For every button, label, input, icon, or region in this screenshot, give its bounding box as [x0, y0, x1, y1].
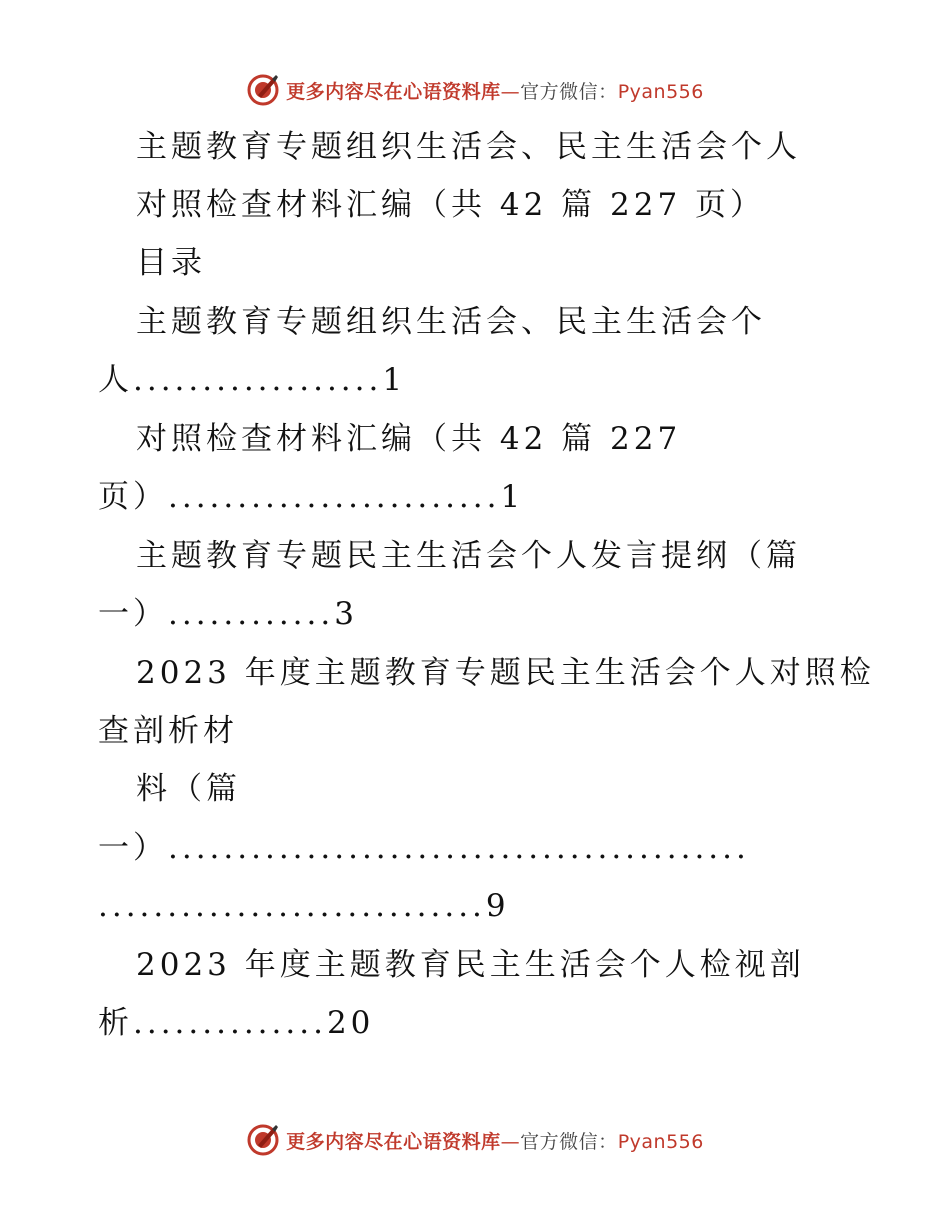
toc-line: 查剖析材: [98, 713, 238, 749]
toc-line: 一）............3: [98, 596, 358, 632]
toc-line: 析..............20: [98, 1005, 375, 1041]
banner-dash: —: [500, 80, 521, 103]
toc-line: 页）........................1: [98, 479, 525, 515]
wechat-label: 官方微信：: [520, 1130, 618, 1153]
document-title-line-1: 主题教育专题组织生活会、民主生活会个人: [136, 129, 801, 165]
site-name: 更多内容尽在心语资料库: [286, 1130, 501, 1153]
footer-banner: [0, 1120, 950, 1160]
site-name: 更多内容尽在心语资料库: [286, 80, 501, 103]
toc-line: 一）..........................................: [98, 830, 750, 866]
toc-line: 主题教育专题组织生活会、民主生活会个: [136, 304, 766, 340]
banner-text: [286, 1127, 704, 1154]
wechat-id: Pyan556: [617, 80, 704, 103]
document-title-line-2: 对照检查材料汇编（共 42 篇 227 页）: [136, 187, 766, 223]
wechat-label: 官方微信：: [520, 80, 618, 103]
toc-line: 料（篇: [136, 771, 241, 807]
toc-line: 2023 年度主题教育民主生活会个人检视剖: [136, 947, 805, 983]
toc-line: 人..................1: [98, 362, 407, 398]
logo-icon: [246, 73, 280, 107]
wechat-id: Pyan556: [617, 1130, 704, 1153]
logo-icon: [246, 1123, 280, 1157]
banner-dash: —: [500, 1130, 521, 1153]
toc-line: ............................9: [98, 888, 510, 924]
header-banner: [0, 70, 950, 110]
toc-line: 主题教育专题民主生活会个人发言提纲（篇: [136, 538, 801, 574]
toc-heading: 目录: [136, 245, 206, 281]
banner-text: [286, 77, 704, 104]
toc-line: 对照检查材料汇编（共 42 篇 227: [136, 421, 682, 457]
toc-line: 2023 年度主题教育专题民主生活会个人对照检: [136, 655, 875, 691]
